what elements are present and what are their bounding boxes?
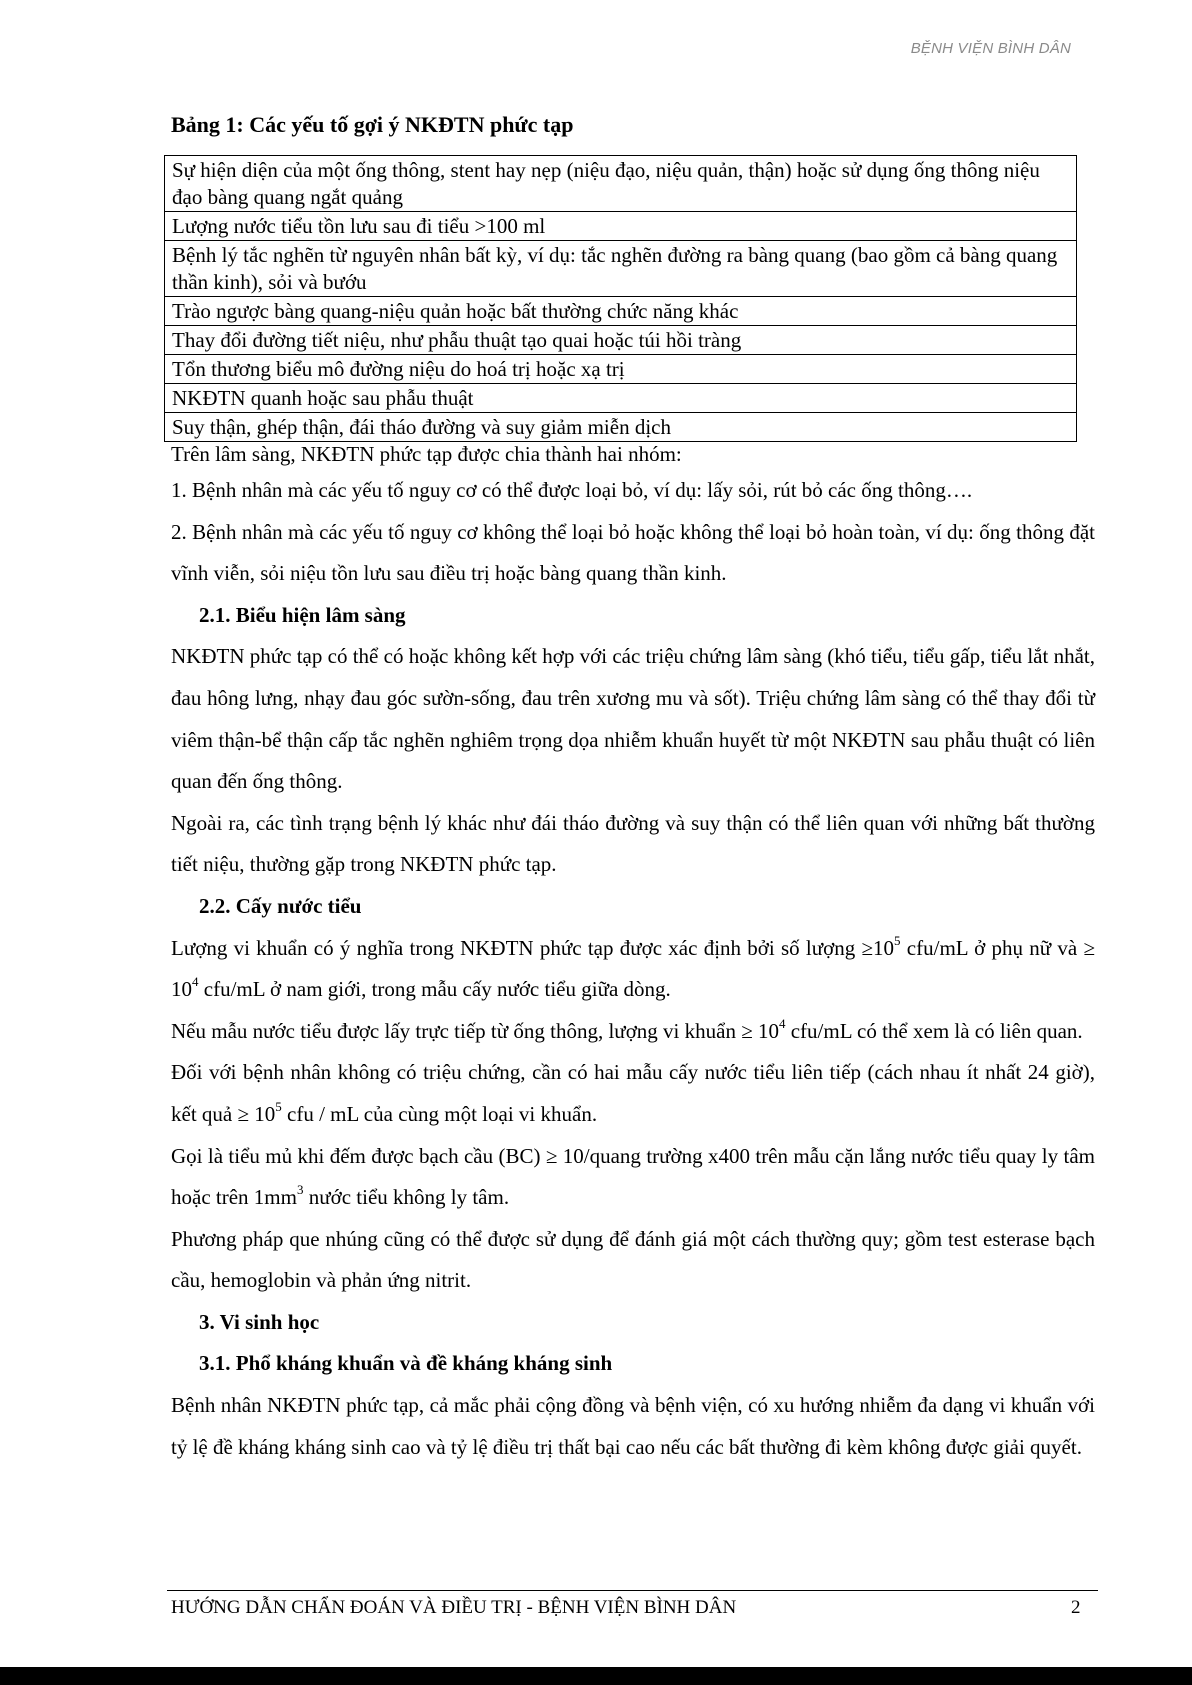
superscript: 5	[894, 932, 901, 948]
table-cell: Lượng nước tiểu tồn lưu sau đi tiểu >100 ml	[165, 212, 1077, 241]
running-header: BỆNH VIỆN BÌNH DÂN	[910, 40, 1071, 57]
text-run: cfu/mL có thể xem là có liên quan.	[785, 1018, 1083, 1043]
table-row	[165, 156, 1077, 212]
table-cell: Thay đổi đường tiết niệu, như phẫu thuật tạo quai hoặc túi hồi tràng	[165, 326, 1077, 355]
table-row	[165, 297, 1077, 326]
table-row	[165, 326, 1077, 355]
footer-divider	[167, 1590, 1098, 1591]
intro-paragraph: Trên lâm sàng, NKĐTN phức tạp được chia thành hai nhóm:	[171, 442, 682, 466]
text-run: nước tiểu không ly tâm.	[303, 1185, 510, 1210]
table-row	[165, 355, 1077, 384]
table-title: Bảng 1: Các yếu tố gợi ý NKĐTN phức tạp	[171, 112, 574, 137]
text-run: cfu / mL của cùng một loại vi khuẩn.	[281, 1101, 598, 1126]
table-row	[165, 413, 1077, 442]
spectrum-paragraph: Bệnh nhân NKĐTN phức tạp, cả mắc phải cộng đồng và bệnh viện, có xu hướng nhiễm đa dạng vi khuẩn với tỷ lệ đề kháng kháng sinh cao và tỷ lệ điều trị thất bại cao nếu các bất thường đi kèm không được giải quyết.	[171, 1393, 1095, 1459]
asymptomatic-paragraph	[171, 1052, 1095, 1135]
text-run: cfu/mL ở nam giới, trong mẫu cấy nước tiểu giữa dòng.	[198, 977, 671, 1002]
other-conditions-paragraph: Ngoài ra, các tình trạng bệnh lý khác như đái tháo đường và suy thận có thể liên quan với những bất thường tiết niệu, thường gặp trong NKĐTN phức tạp.	[171, 810, 1095, 877]
table-cell: Bệnh lý tắc nghẽn từ nguyên nhân bất kỳ, ví dụ: tắc nghẽn đường ra bàng quang (bao gồm cả bàng quang thần kinh), sỏi và bướu	[165, 241, 1077, 297]
group-2-paragraph: 2. Bệnh nhân mà các yếu tố nguy cơ không thể loại bỏ hoặc không thể loại bỏ hoàn toàn, ví dụ: ống thông đặt vĩnh viễn, sỏi niệu tồn lưu sau điều trị hoặc bàng quang thần kinh.	[171, 519, 1095, 586]
text-run: Nếu mẫu nước tiểu được lấy trực tiếp từ ống thông, lượng vi khuẩn ≥ 10	[171, 1018, 779, 1043]
table-row	[165, 212, 1077, 241]
text-run: Lượng vi khuẩn có ý nghĩa trong NKĐTN phức tạp được xác định bởi số lượng ≥10	[171, 935, 895, 960]
dipstick-paragraph: Phương pháp que nhúng cũng có thể được sử dụng để đánh giá một cách thường quy; gồm test esterase bạch cầu, hemoglobin và phản ứng nitrit.	[171, 1226, 1095, 1293]
clinical-paragraph: NKĐTN phức tạp có thể có hoặc không kết hợp với các triệu chứng lâm sàng (khó tiểu, tiểu gấp, tiểu lắt nhắt, đau hông lưng, nhạy đau góc sườn-sống, đau trên xương mu và sốt). Triệu chứng lâm sàng có thể thay đổi từ viêm thận-bể thận cấp tắc nghẽn nghiêm trọng dọa nhiễm khuẩn huyết từ một NKĐTN sau phẫu thuật có liên quan đến ống thông.	[171, 644, 1095, 794]
table-cell: Trào ngược bàng quang-niệu quản hoặc bất thường chức năng khác	[165, 297, 1077, 326]
table-cell: NKĐTN quanh hoặc sau phẫu thuật	[165, 384, 1077, 413]
section-heading-2-1: 2.1. Biểu hiện lâm sàng	[199, 602, 406, 627]
section-heading-2-2: 2.2. Cấy nước tiểu	[199, 893, 362, 918]
footer-title: HƯỚNG DẪN CHẨN ĐOÁN VÀ ĐIỀU TRỊ - BỆNH VIỆN BÌNH DÂN	[171, 1597, 737, 1618]
superscript: 4	[778, 1015, 786, 1031]
page-number: 2	[1071, 1597, 1081, 1618]
risk-factors-table	[164, 155, 1077, 442]
table-cell: Tổn thương biểu mô đường niệu do hoá trị hoặc xạ trị	[165, 355, 1077, 384]
group-1-paragraph: 1. Bệnh nhân mà các yếu tố nguy cơ có thể được loại bỏ, ví dụ: lấy sỏi, rút bỏ các ống thông….	[171, 478, 973, 502]
table-cell: Sự hiện diện của một ống thông, stent hay nẹp (niệu đạo, niệu quản, thận) hoặc sử dụng ống thông niệu đạo bàng quang ngắt quảng	[165, 156, 1077, 212]
section-heading-3: 3. Vi sinh học	[199, 1309, 320, 1334]
catheter-sample-paragraph	[171, 1011, 1095, 1053]
bacterial-count-paragraph	[171, 928, 1095, 1011]
text-run: Đối với bệnh nhân không có triệu chứng, cần có hai mẫu cấy nước tiểu liên tiếp (cách nhau ít nhất 24 giờ), kết quả ≥ 10	[171, 1060, 1095, 1126]
superscript: 4	[192, 974, 199, 990]
text-run: Gọi là tiểu mủ khi đếm được bạch cầu (BC) ≥ 10/quang trường x400 trên mẫu cặn lắng nước tiểu quay ly tâm hoặc trên 1mm	[171, 1143, 1095, 1210]
table-row	[165, 384, 1077, 413]
pyuria-paragraph	[171, 1136, 1095, 1219]
superscript: 5	[275, 1098, 282, 1114]
body-content	[171, 440, 1095, 1468]
table-cell: Suy thận, ghép thận, đái tháo đường và suy giảm miễn dịch	[165, 413, 1077, 442]
table-row	[165, 241, 1077, 297]
scan-border-band	[0, 1667, 1192, 1685]
section-heading-3-1: 3.1. Phổ kháng khuẩn và đề kháng kháng sinh	[199, 1351, 613, 1376]
text-run: cfu/mL ở phụ nữ và ≥ 10	[171, 935, 1095, 1002]
superscript: 3	[296, 1182, 304, 1198]
